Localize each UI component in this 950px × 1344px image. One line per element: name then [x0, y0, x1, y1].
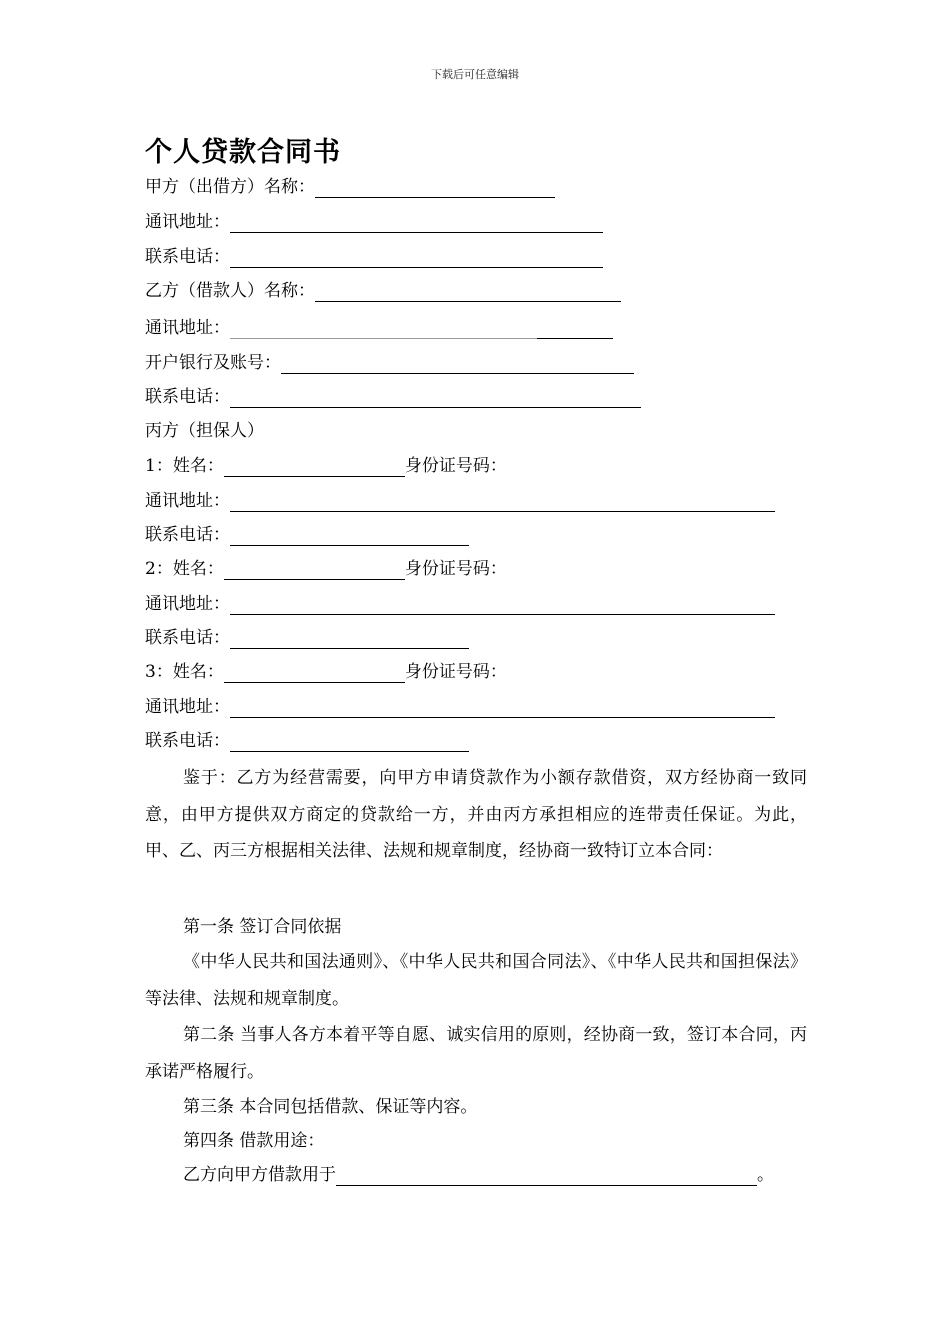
guarantor-2-phone-line — [145, 621, 469, 655]
guarantor-3-address-line — [145, 690, 775, 724]
party-a-name-field[interactable] — [315, 173, 555, 198]
party-a-address-line — [145, 205, 603, 239]
guarantor-2-id-label: 身份证号码： — [404, 559, 507, 579]
party-b-address-label: 通讯地址： — [145, 318, 230, 338]
party-b-phone-label: 联系电话： — [145, 387, 230, 407]
guarantor-1-address-field[interactable] — [230, 487, 775, 512]
guarantor-1-name-field[interactable] — [224, 452, 405, 477]
guarantor-3-address-label: 通讯地址： — [145, 697, 230, 717]
article-4-end-mark: 。 — [757, 1165, 774, 1185]
guarantor-1-name-label: 1：姓名： — [145, 456, 224, 476]
party-b-name-field[interactable] — [315, 277, 621, 302]
party-b-address-field[interactable] — [230, 314, 537, 339]
guarantor-2-address-label: 通讯地址： — [145, 594, 230, 614]
guarantor-3-name-line — [145, 655, 507, 689]
document-title: 个人贷款合同书 — [145, 137, 341, 168]
guarantor-3-phone-line — [145, 724, 469, 758]
guarantor-2-phone-field[interactable] — [230, 624, 469, 649]
party-b-bank-label: 开户银行及账号： — [145, 353, 281, 373]
guarantor-3-name-label: 3：姓名： — [145, 662, 224, 682]
article-3: 第三条 本合同包括借款、保证等内容。 — [183, 1097, 478, 1117]
article-1-body: 《中华人民共和国法通则》、《中华人民共和国合同法》、《中华人民共和国担保法》等法律、法规和规章制度。 — [145, 952, 807, 1009]
party-a-phone-line — [145, 240, 603, 274]
guarantor-1-address-label: 通讯地址： — [145, 491, 230, 511]
party-a-phone-field[interactable] — [230, 243, 603, 268]
party-a-address-field[interactable] — [230, 208, 603, 233]
guarantor-1-phone-field[interactable] — [230, 521, 469, 546]
guarantor-2-name-label: 2：姓名： — [145, 559, 224, 579]
party-b-bank-field[interactable] — [281, 349, 634, 374]
party-a-address-label: 通讯地址： — [145, 212, 230, 232]
party-c-heading: 丙方（担保人） — [145, 421, 264, 441]
party-a-phone-label: 联系电话： — [145, 247, 230, 267]
party-b-phone-line — [145, 380, 641, 414]
guarantor-2-name-field[interactable] — [224, 555, 405, 580]
guarantor-1-address-line — [145, 484, 775, 518]
guarantor-2-address-field[interactable] — [230, 590, 775, 615]
article-1-title: 第一条 签订合同依据 — [183, 917, 342, 937]
guarantor-3-id-label: 身份证号码： — [404, 662, 507, 682]
guarantor-2-phone-label: 联系电话： — [145, 628, 230, 648]
guarantor-1-name-line — [145, 449, 507, 483]
guarantor-3-address-field[interactable] — [230, 693, 775, 718]
guarantor-1-phone-line — [145, 518, 469, 552]
guarantor-2-name-line — [145, 552, 507, 586]
party-b-name-line — [145, 274, 621, 308]
article-4-title: 第四条 借款用途： — [183, 1131, 325, 1151]
article-4-purpose-label: 乙方向甲方借款用于 — [183, 1165, 336, 1185]
guarantor-3-name-field[interactable] — [224, 658, 405, 683]
article-2: 第二条 当事人各方本着平等自愿、诚实信用的原则，经协商一致，签订本合同，丙承诺严格履行。 — [145, 1025, 807, 1082]
article-4-purpose-line — [183, 1158, 774, 1192]
guarantor-3-phone-field[interactable] — [230, 727, 469, 752]
party-b-bank-line — [145, 346, 634, 380]
loan-purpose-field[interactable] — [336, 1161, 757, 1186]
party-b-address-field-extra[interactable] — [537, 314, 613, 339]
preamble-paragraph: 鉴于：乙方为经营需要，向甲方申请贷款作为小额存款借资，双方经协商一致同意，由甲方提供双方商定的贷款给一方，并由丙方承担相应的连带责任保证。为此，甲、乙、丙三方根据相关法律、法规和规章制度，经协商一致特订立本合同： — [145, 768, 807, 861]
guarantor-3-phone-label: 联系电话： — [145, 731, 230, 751]
guarantor-1-phone-label: 联系电话： — [145, 525, 230, 545]
party-b-address-line — [145, 311, 613, 345]
party-a-name-label: 甲方（出借方）名称： — [145, 177, 315, 197]
header-note: 下载后可任意编辑 — [431, 68, 519, 81]
guarantor-1-id-label: 身份证号码： — [404, 456, 507, 476]
guarantor-2-address-line — [145, 587, 775, 621]
party-b-phone-field[interactable] — [230, 383, 641, 408]
party-a-name-line — [145, 170, 555, 204]
party-b-name-label: 乙方（借款人）名称： — [145, 281, 315, 301]
